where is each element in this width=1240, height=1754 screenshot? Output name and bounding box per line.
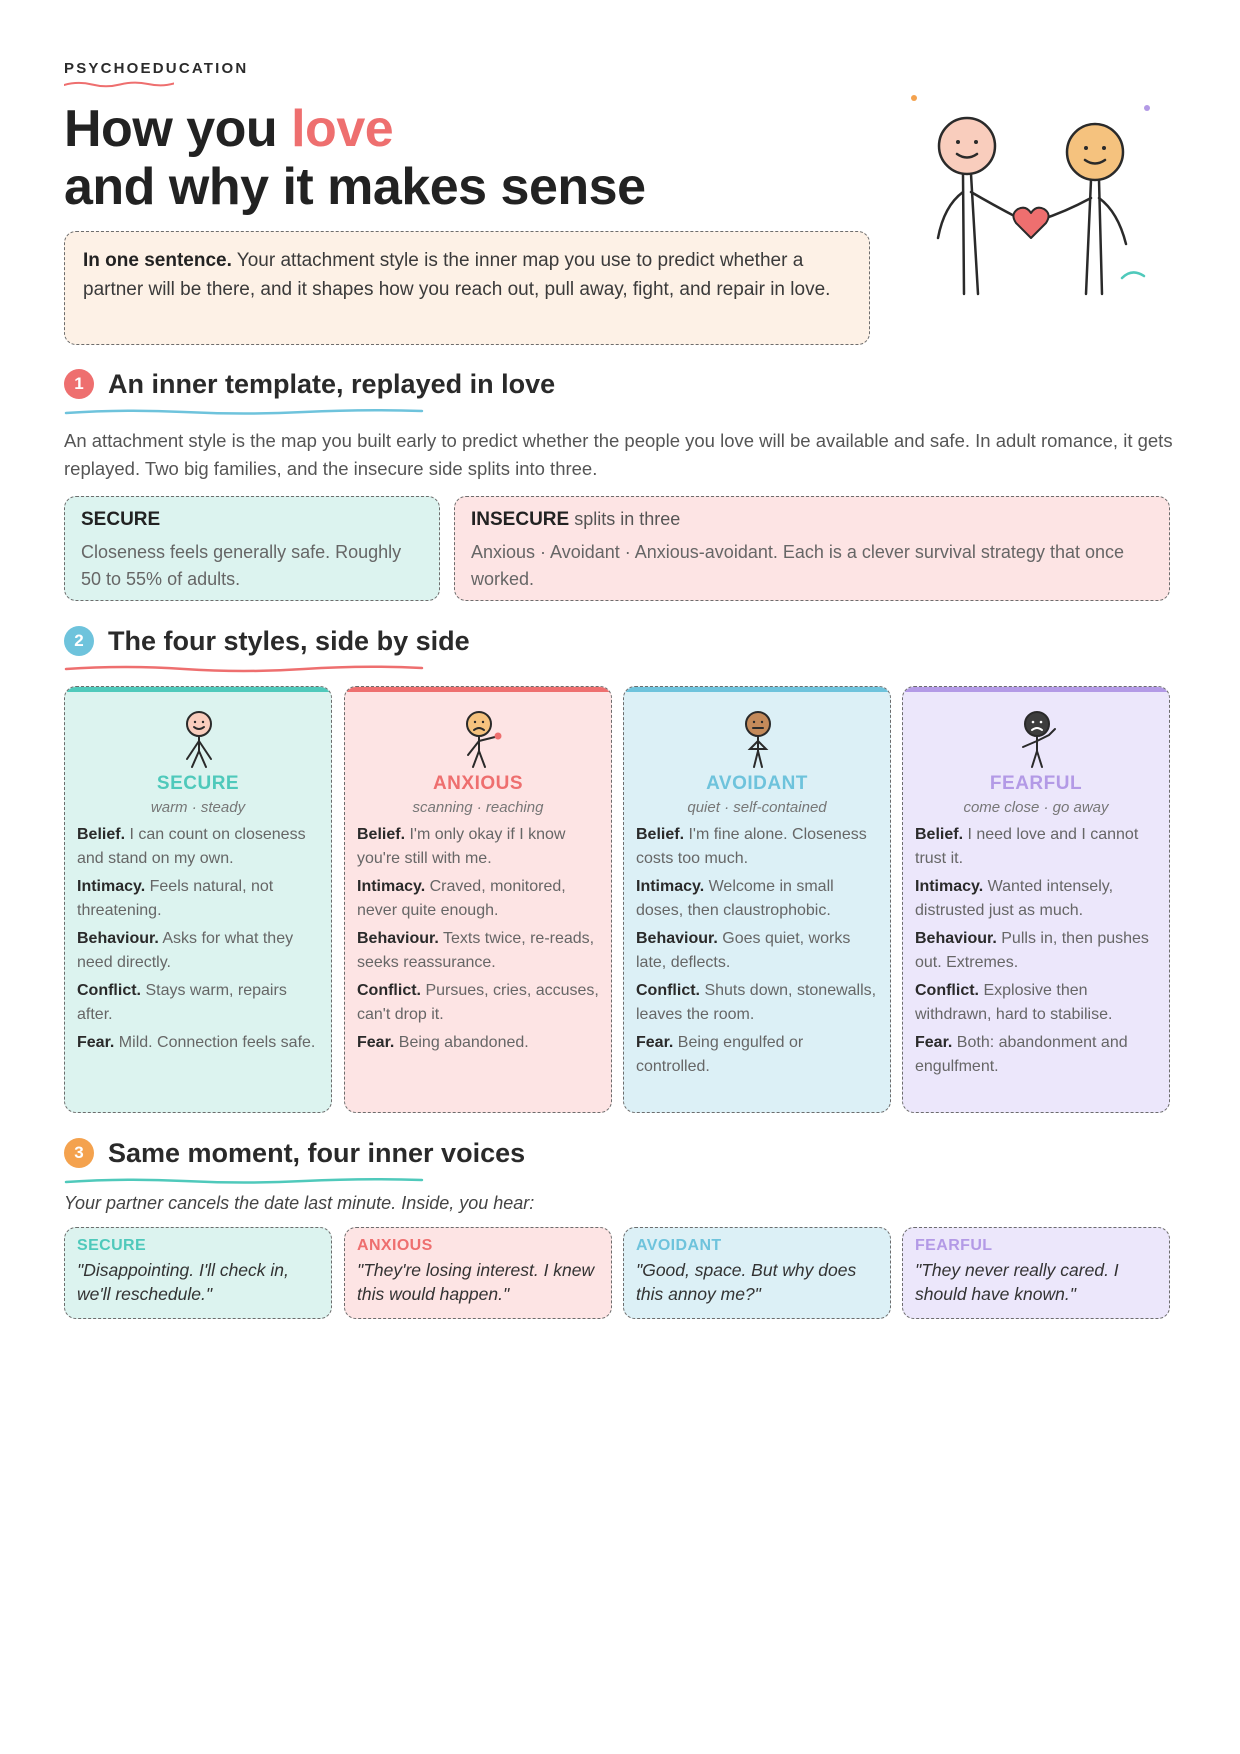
- card-fear: [915, 1031, 1159, 1078]
- voice-card-secure: [64, 1227, 332, 1319]
- section-number-badge: 3: [64, 1138, 94, 1168]
- voice-quote: "Good, space. But why does this annoy me?": [636, 1260, 857, 1304]
- title-line2: and why it makes sense: [64, 158, 646, 216]
- field-label: Conflict.: [357, 982, 421, 999]
- card-behaviour: [357, 927, 601, 974]
- field-label: Belief.: [77, 826, 126, 843]
- card-body: [357, 823, 601, 1060]
- field-label: Conflict.: [915, 982, 979, 999]
- card-belief: [636, 823, 880, 870]
- card-behaviour: [915, 927, 1159, 974]
- person-right-figure: [1040, 124, 1126, 294]
- field-text: Wanted intensely, distrusted just as much.: [915, 878, 1114, 919]
- field-label: Behaviour.: [636, 930, 718, 947]
- field-text: Being abandoned.: [394, 1034, 529, 1051]
- voice-card-fearful: [902, 1227, 1170, 1319]
- field-label: Intimacy.: [77, 878, 146, 895]
- field-text: Mild. Connection feels safe.: [114, 1034, 316, 1051]
- card-intimacy: [77, 875, 321, 922]
- kicker-underline: [64, 80, 174, 88]
- section-underline: [64, 407, 424, 417]
- family-title: [471, 509, 1153, 531]
- card-belief: [357, 823, 601, 870]
- card-tagline: come close · go away: [963, 799, 1109, 816]
- field-text: Both: abandonment and engulfment.: [915, 1034, 1128, 1075]
- field-text: Goes quiet, works late, deflects.: [636, 930, 851, 971]
- field-text: Pulls in, then pushes out. Extremes.: [915, 930, 1149, 971]
- field-label: Intimacy.: [915, 878, 984, 895]
- voice-label: ANXIOUS: [357, 1237, 433, 1254]
- field-text: Welcome in small doses, then claustrophobic.: [636, 878, 834, 919]
- field-text: I'm only okay if I know you're still with me.: [357, 826, 566, 867]
- section-title: The four styles, side by side: [108, 626, 470, 656]
- section-number-badge: 1: [64, 369, 94, 399]
- card-behaviour: [636, 927, 880, 974]
- field-label: Behaviour.: [357, 930, 439, 947]
- family-title-note: splits in three: [569, 509, 681, 529]
- confetti-swirl: [1122, 272, 1144, 278]
- field-label: Fear.: [77, 1034, 115, 1051]
- title-accent: love: [291, 100, 394, 158]
- card-accent-bar: [623, 686, 891, 692]
- voice-card-avoidant: [623, 1227, 891, 1319]
- summary-callout: [64, 231, 870, 345]
- card-style-name: ANXIOUS: [432, 773, 524, 794]
- summary-text: Your attachment style is the inner map you use to predict whether a partner will be there, and it shapes how you reach out, pull away, fight, and repair in love.: [83, 250, 831, 300]
- family-card-secure: [64, 496, 440, 601]
- voice-label: SECURE: [77, 1237, 147, 1254]
- field-text: Stays warm, repairs after.: [77, 982, 287, 1023]
- card-conflict: [357, 979, 601, 1026]
- field-text: I'm fine alone. Closeness costs too much.: [636, 826, 867, 867]
- card-belief: [915, 823, 1159, 870]
- card-fear: [357, 1031, 601, 1055]
- card-style-name: SECURE: [156, 773, 240, 794]
- family-card-insecure: [454, 496, 1170, 601]
- kicker: PSYCHOEDUCATION: [64, 60, 249, 77]
- family-title-label: INSECURE: [471, 509, 570, 530]
- section-title: An inner template, replayed in love: [108, 369, 556, 399]
- field-text: Feels natural, not threatening.: [77, 878, 274, 919]
- family-text: Closeness feels generally safe. Roughly 50 to 55% of adults.: [81, 542, 402, 589]
- card-accent-bar: [344, 686, 612, 692]
- fearful-figure-icon: [1007, 709, 1067, 769]
- card-accent-bar: [64, 686, 332, 692]
- secure-figure-icon: [169, 709, 229, 769]
- heart-icon: [1013, 208, 1048, 238]
- voice-quote: "Disappointing. I'll check in, we'll reschedule.": [77, 1260, 289, 1304]
- section-number-badge: 2: [64, 626, 94, 656]
- card-tagline: scanning · reaching: [412, 799, 544, 816]
- card-style-name: AVOIDANT: [706, 773, 808, 794]
- field-text: Texts twice, re-reads, seeks reassurance.: [357, 930, 595, 971]
- section-3-intro: Your partner cancels the date last minute. Inside, you hear:: [64, 1193, 535, 1213]
- field-label: Fear.: [357, 1034, 395, 1051]
- field-text: Pursues, cries, accuses, can't drop it.: [357, 982, 599, 1023]
- card-tagline: warm · steady: [150, 799, 246, 816]
- field-label: Behaviour.: [915, 930, 997, 947]
- person-left-figure: [938, 118, 1022, 294]
- avoidant-figure-icon: [728, 709, 788, 769]
- section-1-header: [64, 367, 584, 401]
- card-conflict: [915, 979, 1159, 1026]
- confetti-dot: [1144, 105, 1150, 111]
- field-text: I can count on closeness and stand on my own.: [77, 826, 306, 867]
- field-label: Belief.: [636, 826, 685, 843]
- section-underline: [64, 664, 424, 674]
- voice-label: FEARFUL: [915, 1237, 993, 1254]
- card-fear: [77, 1031, 321, 1055]
- card-belief: [77, 823, 321, 870]
- field-text: Being engulfed or controlled.: [636, 1034, 804, 1075]
- card-intimacy: [915, 875, 1159, 922]
- field-label: Belief.: [915, 826, 964, 843]
- style-card-avoidant: [623, 686, 891, 1113]
- style-card-anxious: [344, 686, 612, 1113]
- card-body: [77, 823, 321, 1060]
- field-text: Craved, monitored, never quite enough.: [357, 878, 566, 919]
- card-fear: [636, 1031, 880, 1078]
- field-text: Explosive then withdrawn, hard to stabilise.: [915, 982, 1113, 1023]
- card-style-name: FEARFUL: [989, 773, 1083, 794]
- confetti-dot: [911, 95, 917, 101]
- card-conflict: [77, 979, 321, 1026]
- style-card-fearful: [902, 686, 1170, 1113]
- section-2-header: [64, 624, 584, 658]
- voice-quote: "They're losing interest. I knew this would happen.": [357, 1260, 595, 1304]
- card-accent-bar: [902, 686, 1170, 692]
- card-intimacy: [357, 875, 601, 922]
- field-label: Behaviour.: [77, 930, 159, 947]
- family-text: Anxious · Avoidant · Anxious-avoidant. Each is a clever survival strategy that once worked.: [471, 542, 1125, 589]
- field-text: I need love and I cannot trust it.: [915, 826, 1139, 867]
- field-label: Conflict.: [77, 982, 141, 999]
- voice-card-anxious: [344, 1227, 612, 1319]
- voice-quote: "They never really cared. I should have known.": [915, 1260, 1119, 1304]
- field-label: Fear.: [915, 1034, 953, 1051]
- field-label: Conflict.: [636, 982, 700, 999]
- page-title: [64, 100, 646, 216]
- card-body: [915, 823, 1159, 1083]
- style-card-secure: [64, 686, 332, 1113]
- card-behaviour: [77, 927, 321, 974]
- card-intimacy: [636, 875, 880, 922]
- card-conflict: [636, 979, 880, 1026]
- family-title: SECURE: [81, 509, 161, 530]
- section-3-header: [64, 1136, 584, 1170]
- field-label: Intimacy.: [357, 878, 426, 895]
- field-text: Asks for what they need directly.: [77, 930, 294, 971]
- anxious-figure-icon: [449, 709, 509, 769]
- card-body: [636, 823, 880, 1083]
- card-tagline: quiet · self-contained: [687, 799, 827, 816]
- section-1-intro: An attachment style is the map you built early to predict whether the people you love will be available and safe. In adult romance, it gets replayed. Two big families, and the insecure side splits into three.: [64, 430, 1173, 479]
- couple-illustration: [900, 88, 1160, 308]
- title-line1-pre: How you: [64, 100, 292, 158]
- field-label: Belief.: [357, 826, 406, 843]
- voice-label: AVOIDANT: [636, 1237, 722, 1254]
- summary-lead: In one sentence.: [83, 250, 232, 271]
- section-underline: [64, 1176, 424, 1186]
- section-title: Same moment, four inner voices: [108, 1138, 526, 1168]
- field-label: Fear.: [636, 1034, 674, 1051]
- field-label: Intimacy.: [636, 878, 705, 895]
- field-text: Shuts down, stonewalls, leaves the room.: [636, 982, 877, 1023]
